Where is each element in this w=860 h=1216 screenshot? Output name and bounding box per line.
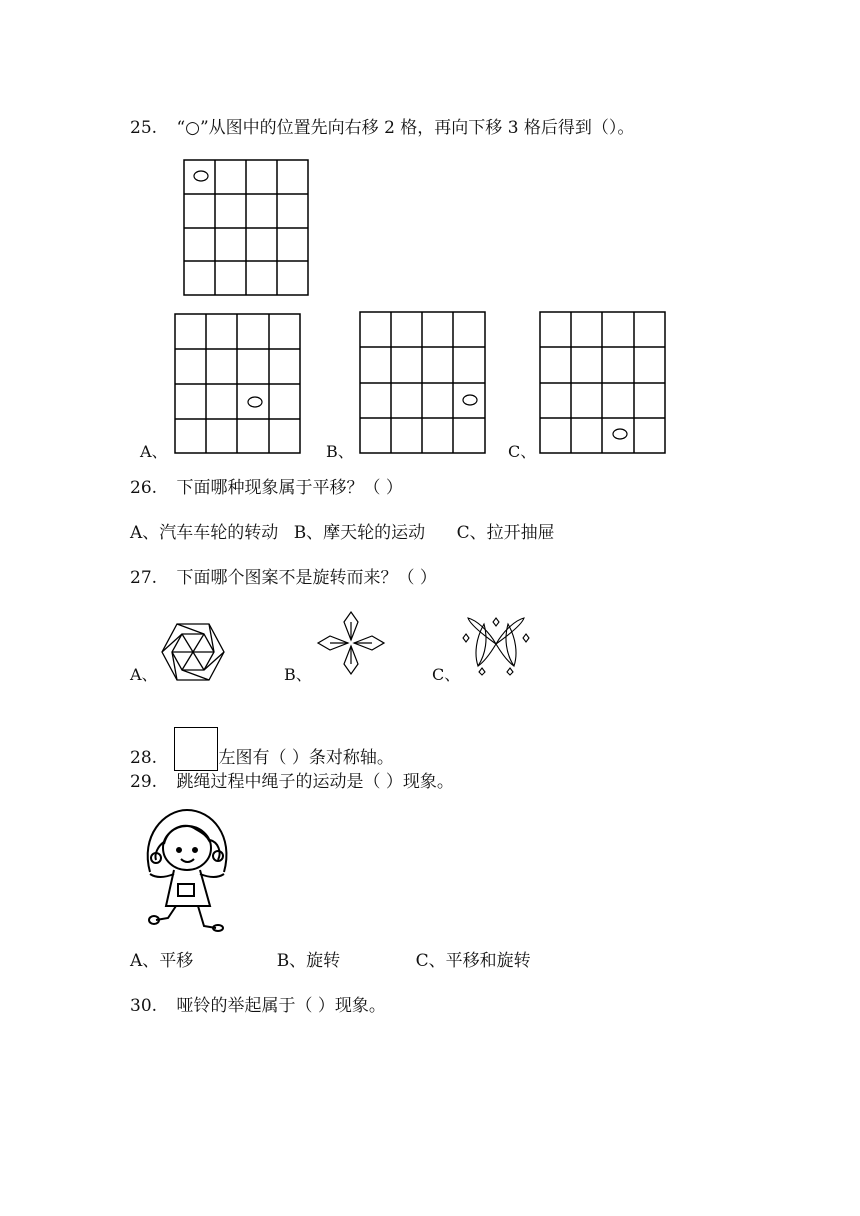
q25-number: 25.	[130, 118, 158, 138]
q27-option-c-label[interactable]: C、	[432, 665, 461, 684]
q28-text: 左图有（ ）条对称轴。	[218, 748, 394, 768]
q28-line	[130, 727, 394, 769]
q25-option-b-label[interactable]: B、	[326, 442, 354, 461]
q25-original-circle	[194, 171, 208, 181]
q28-number: 28.	[130, 748, 158, 768]
q27-option-c-leaf-pattern[interactable]	[462, 614, 530, 676]
q25-option-a-label[interactable]: A、	[140, 442, 168, 461]
q27-line	[130, 567, 437, 589]
q25-original-grid	[184, 160, 309, 296]
q26-option-b[interactable]: B、摩天轮的运动	[293, 523, 426, 543]
q25-option-c-circle	[613, 429, 627, 439]
q28-square-shape	[174, 727, 218, 771]
q25-text: “○”从图中的位置先向右移 2 格，再向下移 3 格后得到（）。	[176, 118, 635, 138]
q27-option-b-cross-pattern[interactable]	[316, 610, 386, 676]
q29-number: 29.	[130, 772, 158, 792]
q26-line	[130, 477, 403, 499]
q27-option-b-label[interactable]: B、	[284, 665, 312, 684]
q29-option-a[interactable]: A、平移	[130, 951, 194, 971]
q29-option-c[interactable]: C、平移和旋转	[415, 951, 531, 971]
q25-option-b-grid[interactable]	[360, 312, 486, 454]
q27-option-a-hexagon-pattern[interactable]	[160, 622, 226, 682]
q27-option-a-label[interactable]: A、	[130, 665, 158, 684]
q26-option-a[interactable]: A、汽车车轮的转动	[130, 523, 279, 543]
q25-option-a-circle	[248, 397, 262, 407]
q25-option-c-grid[interactable]	[540, 312, 666, 454]
q29-text: 跳绳过程中绳子的运动是（ ）现象。	[176, 772, 454, 792]
q25-line	[130, 117, 634, 139]
q27-text: 下面哪个图案不是旋转而来？（ ）	[176, 568, 437, 588]
q26-options	[130, 522, 555, 544]
q30-text: 哑铃的举起属于（ ）现象。	[176, 996, 386, 1016]
q26-number: 26.	[130, 478, 158, 498]
q26-option-c[interactable]: C、拉开抽屉	[456, 523, 555, 543]
q25-option-a-grid[interactable]	[175, 314, 301, 454]
q29-option-b[interactable]: B、旋转	[276, 951, 341, 971]
q29-options	[130, 950, 531, 972]
q25-option-b-circle	[463, 395, 477, 405]
q25-option-c-label[interactable]: C、	[508, 442, 537, 461]
q29-jump-rope-girl-illustration	[134, 806, 240, 934]
q30-number: 30.	[130, 996, 158, 1016]
q27-number: 27.	[130, 568, 158, 588]
q30-line	[130, 995, 386, 1017]
q29-line	[130, 771, 454, 793]
q26-text: 下面哪种现象属于平移？（ ）	[176, 478, 403, 498]
